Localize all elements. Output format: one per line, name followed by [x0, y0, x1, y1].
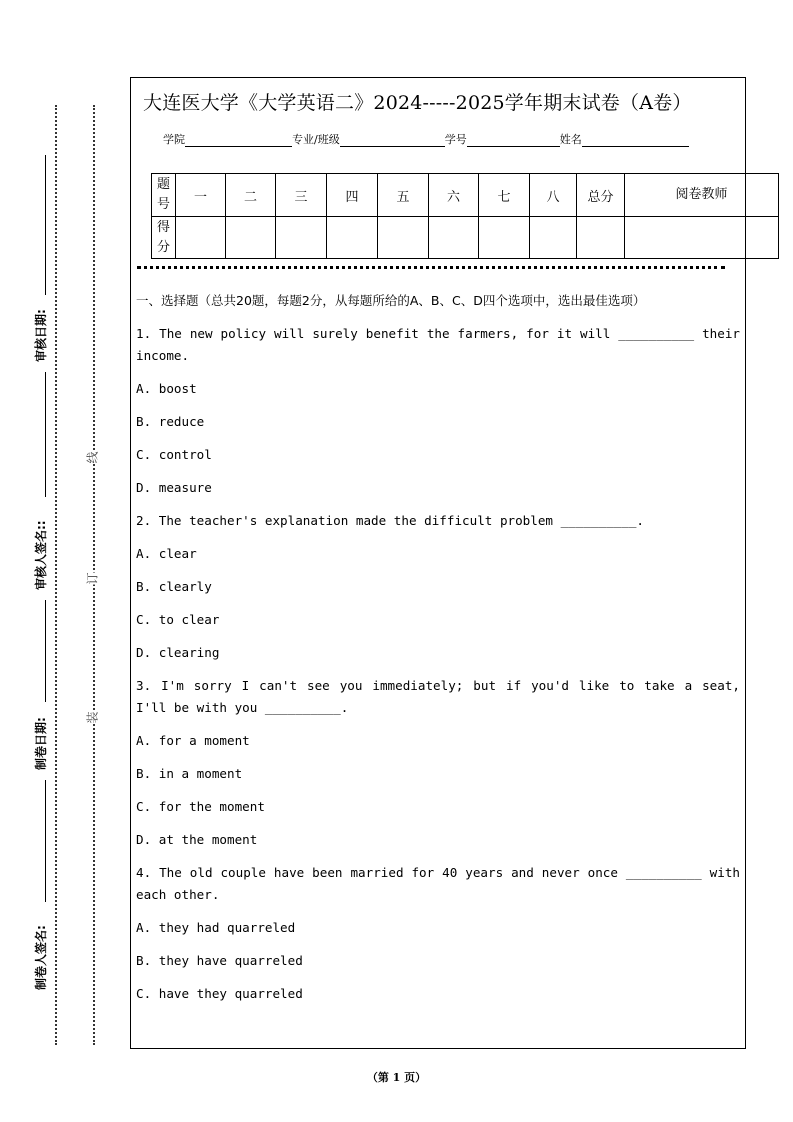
signature-line — [45, 155, 46, 295]
row-label-score: 得分 — [152, 217, 176, 259]
maker-sign-label: 制卷人签名: — [34, 925, 48, 990]
student-id-label: 学号 — [444, 133, 467, 146]
score-cell[interactable] — [176, 217, 226, 259]
seal-pack-char: 装 — [82, 711, 103, 723]
column-header: 八 — [530, 174, 577, 217]
name-field[interactable] — [582, 132, 689, 147]
question-stem: 3. I'm sorry I can't see you immediately; but if you'd like to take a seat, I'll be with you __________. — [136, 678, 740, 715]
section-intro: 一、选择题（总共20题，每题2分，从每题所给的A、B、C、D四个选项中，选出最佳选项） — [136, 293, 646, 308]
score-table — [151, 173, 779, 259]
column-header: 总分 — [577, 174, 625, 217]
option: D. clearing — [136, 645, 220, 660]
column-header: 二 — [226, 174, 276, 217]
option: C. for the moment — [136, 799, 265, 814]
score-cell[interactable] — [327, 217, 378, 259]
column-header: 六 — [429, 174, 479, 217]
dotted-binding-line-outer — [55, 105, 57, 1045]
column-header: 七 — [479, 174, 530, 217]
major-label: 专业/班级 — [292, 133, 340, 146]
option: B. clearly — [136, 579, 212, 594]
column-header: 三 — [276, 174, 327, 217]
question-stem: 2. The teacher's explanation made the difficult problem __________. — [136, 513, 644, 528]
option: D. at the moment — [136, 832, 258, 847]
page-number: （第 1 页） — [366, 1071, 427, 1084]
option: A. boost — [136, 381, 197, 396]
student-id-field[interactable] — [467, 132, 560, 147]
option: A. for a moment — [136, 733, 250, 748]
option: A. clear — [136, 546, 197, 561]
option: B. in a moment — [136, 766, 243, 781]
page-title: 大连医大学《大学英语二》2024-----2025学年期末试卷（A卷） — [143, 92, 692, 114]
option: C. control — [136, 447, 212, 462]
score-cell[interactable] — [479, 217, 530, 259]
score-cell[interactable] — [226, 217, 276, 259]
option: D. measure — [136, 480, 212, 495]
signature-line — [45, 372, 46, 497]
option: B. they have quarreled — [136, 953, 303, 968]
row-label-question: 题号 — [152, 174, 176, 217]
score-cell[interactable] — [577, 217, 625, 259]
dotted-divider — [137, 266, 725, 269]
seal-line-char: 线 — [82, 451, 103, 463]
column-header: 五 — [378, 174, 429, 217]
option: C. to clear — [136, 612, 220, 627]
seal-bind-char: 订 — [82, 572, 103, 584]
reviewer-sign-label: 审核人签名:: — [34, 520, 48, 590]
college-field[interactable] — [185, 132, 292, 147]
college-label: 学院 — [163, 133, 185, 146]
score-cell[interactable] — [429, 217, 479, 259]
name-label: 姓名 — [559, 133, 582, 146]
column-header: 四 — [327, 174, 378, 217]
column-header: 阅卷教师 — [625, 174, 779, 217]
reviewer-date-label: 审核日期: — [34, 309, 48, 362]
question-stem: 1. The new policy will surely benefit the farmers, for it will __________ their income. — [136, 326, 740, 363]
student-info — [163, 131, 689, 147]
score-cell[interactable] — [625, 217, 779, 259]
questions — [136, 290, 740, 1016]
option: A. they had quarreled — [136, 920, 296, 935]
score-cell[interactable] — [530, 217, 577, 259]
major-field[interactable] — [340, 132, 445, 147]
question-stem: 4. The old couple have been married for 40 years and never once __________ with each other. — [136, 865, 740, 902]
column-header: 一 — [176, 174, 226, 217]
score-cell[interactable] — [378, 217, 429, 259]
option: B. reduce — [136, 414, 205, 429]
maker-date-label: 制卷日期: — [34, 717, 48, 770]
option: C. have they quarreled — [136, 986, 303, 1001]
score-cell[interactable] — [276, 217, 327, 259]
signature-line — [45, 600, 46, 702]
signature-line — [45, 780, 46, 902]
